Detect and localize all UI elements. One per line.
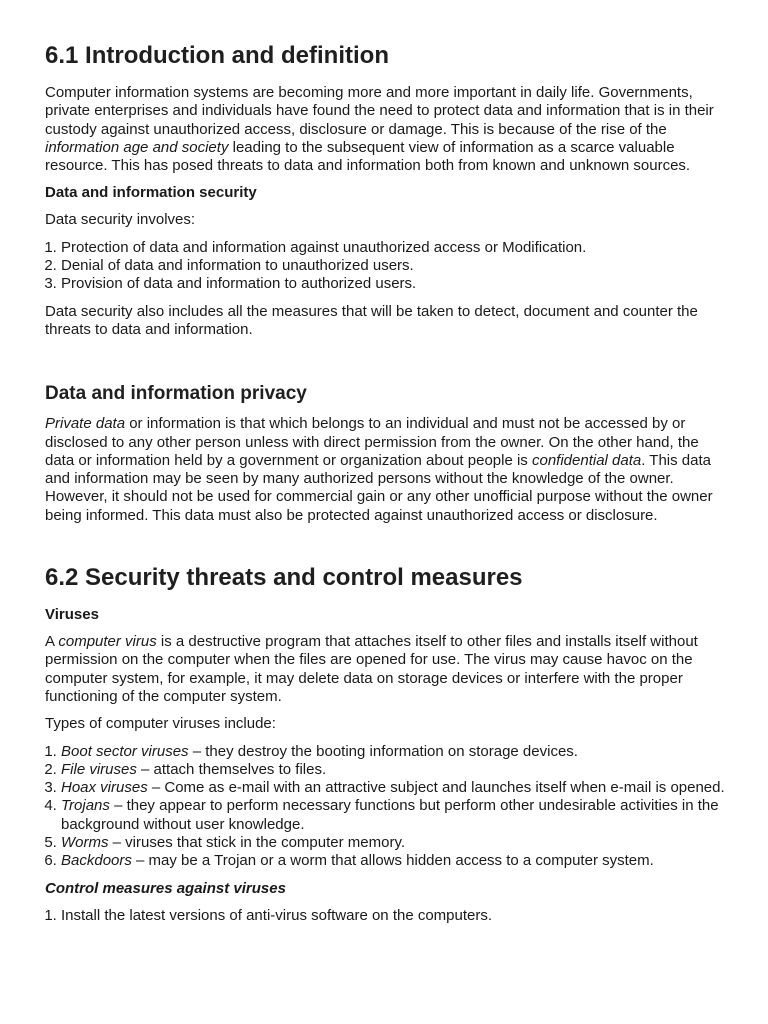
virus-types-list	[45, 743, 726, 871]
virus-type-desc: – viruses that stick in the computer memory.	[108, 834, 405, 852]
virus-type-desc: – Come as e-mail with an attractive subject and launches itself when e-mail is opened.	[147, 779, 725, 797]
privacy-emphasis-1: Private data	[45, 415, 126, 433]
virus-text-b: is a destructive program that attaches itself to other files and installs itself without permission on the computer when the files are opened for use. The virus may cause havoc on the computer system, for example, it may delete data on storage devices or interfere with the proper functioning of the computer system.	[45, 633, 698, 705]
privacy-text-b: . This data and information may be seen by many authorized persons without the knowledge of the owner. However, it should not be used for commercial gain or any other unofficial purpose without the owner being informed. This data must also be protected against unauthorized access or disclosure.	[45, 451, 713, 524]
control-measures-list	[45, 907, 726, 925]
virus-type-term: File viruses	[61, 760, 137, 778]
list-item: 1. Protection of data and information against unauthorized access or Modification.	[61, 239, 726, 257]
security-list	[45, 239, 726, 294]
privacy-heading: Data and information privacy	[45, 383, 307, 405]
list-item	[61, 834, 726, 852]
control-measures-heading: Control measures against viruses	[45, 879, 286, 897]
intro-text-b: leading to the subsequent view of information as a scarce valuable resource. This has posed threats to data and information both from known and unknown sources.	[45, 138, 691, 175]
list-item	[61, 852, 726, 870]
viruses-heading: Viruses	[45, 606, 99, 624]
section-6-1-title: 6.1 Introduction and definition	[45, 42, 389, 69]
list-item	[61, 761, 726, 779]
intro-paragraph	[45, 84, 726, 175]
list-item: 2. Denial of data and information to unauthorized users.	[61, 257, 726, 275]
list-item	[61, 779, 726, 797]
virus-type-desc: – they destroy the booting information on storage devices.	[188, 742, 578, 760]
virus-emphasis: computer virus	[58, 633, 157, 651]
virus-text-a: A	[45, 633, 59, 651]
security-after-paragraph: Data security also includes all the measures that will be taken to detect, document and counter the threats to data and information.	[45, 302, 698, 338]
types-lead: Types of computer viruses include:	[45, 715, 276, 733]
virus-type-desc: – may be a Trojan or a worm that allows hidden access to a computer system.	[131, 852, 654, 870]
privacy-emphasis-2: confidential data	[531, 451, 642, 469]
security-heading: Data and information security	[45, 184, 257, 202]
virus-type-term: Worms	[61, 834, 109, 852]
virus-type-term: Trojans	[61, 797, 110, 815]
privacy-paragraph	[45, 415, 726, 525]
virus-type-term: Boot sector viruses	[61, 742, 189, 760]
intro-emphasis: information age and society	[45, 138, 229, 156]
security-lead: Data security involves:	[45, 211, 196, 229]
virus-paragraph	[45, 633, 726, 706]
intro-text-a: Computer information systems are becoming more and more important in daily life. Governments, private enterprises and individuals have found the need to protect data and information that is in their custody against unauthorized access, disclosure or damage. This is because of the rise of the	[45, 84, 714, 138]
virus-type-term: Hoax viruses	[61, 779, 148, 797]
section-6-2-title: 6.2 Security threats and control measures	[45, 564, 523, 592]
virus-type-term: Backdoors	[61, 852, 132, 870]
list-item	[61, 797, 726, 834]
list-item	[61, 743, 726, 761]
privacy-text-a: or information is that which belongs to an individual and must not be accessed by or disclosed to any other person unless with direct permission from the owner. On the other hand, the data or information held by a government or organization about people is	[45, 415, 699, 469]
virus-type-desc: – attach themselves to files.	[136, 760, 327, 778]
virus-type-desc: – they appear to perform necessary functions but perform other undesirable activities in the background without user knowledge.	[61, 797, 719, 833]
list-item: 1. Install the latest versions of anti-virus software on the computers.	[61, 907, 726, 925]
list-item: 3. Provision of data and information to authorized users.	[61, 275, 726, 293]
